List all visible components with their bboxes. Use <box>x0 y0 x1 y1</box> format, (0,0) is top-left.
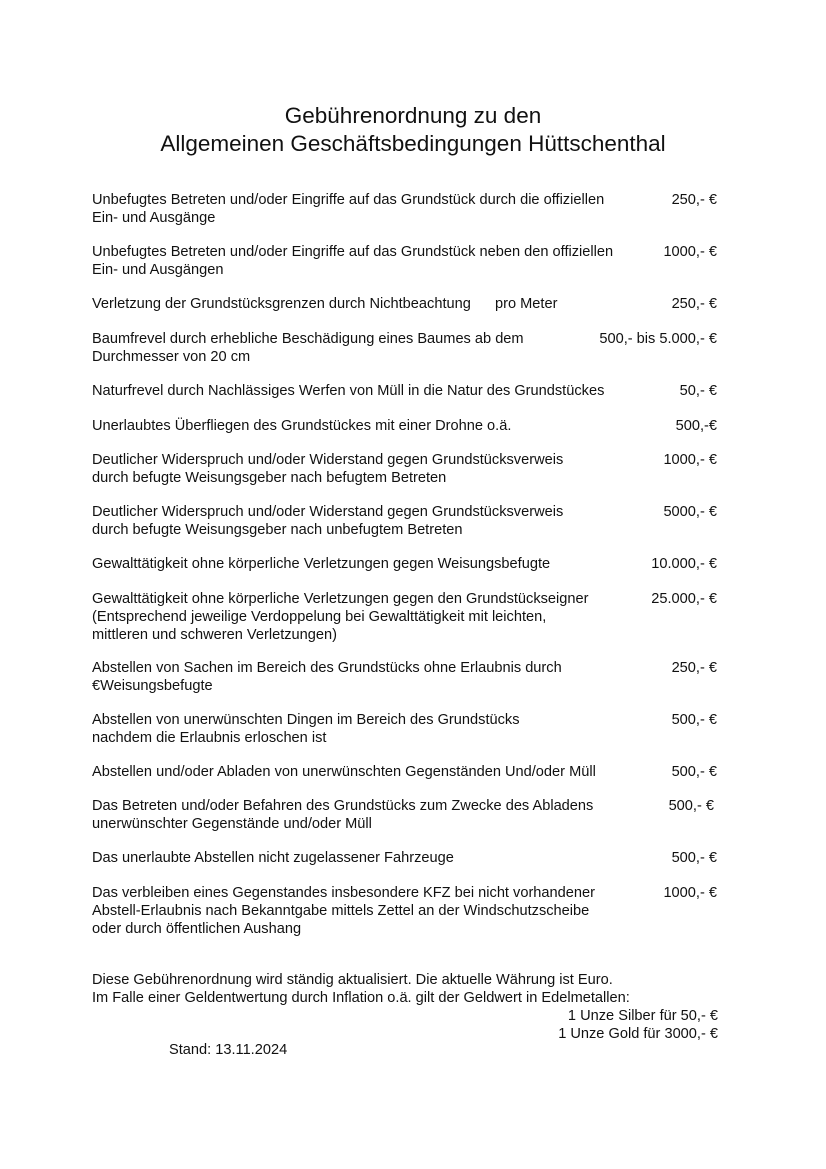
fee-description: Das unerlaubte Abstellen nicht zugelassener Fahrzeuge <box>92 850 454 866</box>
fee-item <box>92 590 720 644</box>
fee-description: Unerlaubtes Überfliegen des Grundstückes mit einer Drohne o.ä. <box>92 418 512 434</box>
fee-amount: 50,- € <box>679 383 717 399</box>
fee-description: Gewalttätigkeit ohne körperliche Verletzungen gegen den Grundstückseigner (Entsprechend jeweilige Verdoppelung bei Gewalttätigkeit mit leichten, mittleren und schweren Verletzungen) <box>92 591 589 643</box>
fee-description: Verletzung der Grundstücksgrenzen durch Nichtbeachtung <box>92 296 471 312</box>
fee-description: Abstellen und/oder Abladen von unerwünschten Gegenständen Und/oder Müll <box>92 764 596 780</box>
fee-item <box>92 555 720 573</box>
fee-item <box>92 417 720 435</box>
fee-amount: 1000,- € <box>663 885 717 901</box>
fee-description: Abstellen von unerwünschten Dingen im Bereich des Grundstücks nachdem die Erlaubnis erloschen ist <box>92 712 520 746</box>
fee-amount: 500,- € <box>671 850 717 866</box>
fee-item <box>92 884 720 938</box>
fee-amount: 500,- bis 5.000,- € <box>599 331 717 347</box>
fee-amount: 10.000,- € <box>651 556 717 572</box>
fee-description: Unbefugtes Betreten und/oder Eingriffe auf das Grundstück neben den offiziellen Ein- und Ausgängen <box>92 244 614 278</box>
fee-description: Naturfrevel durch Nachlässiges Werfen von Müll in die Natur des Grundstückes <box>92 383 605 399</box>
fee-description: Abstellen von Sachen im Bereich des Grundstücks ohne Erlaubnis durch €Weisungsbefugte <box>92 660 562 694</box>
fee-amount: 250,- € <box>671 660 717 676</box>
fee-item <box>92 659 720 695</box>
document-title-line-2: Allgemeinen Geschäftsbedingungen Hüttschenthal <box>160 131 666 156</box>
document-date: Stand: 13.11.2024 <box>169 1042 288 1058</box>
fee-amount: 5000,- € <box>663 504 717 520</box>
fee-amount: 500,-€ <box>675 418 717 434</box>
fee-item <box>92 330 720 366</box>
document-title-line-1: Gebührenordnung zu den <box>284 103 542 128</box>
fee-item <box>92 243 720 279</box>
fee-item <box>92 711 720 747</box>
fee-amount: 250,- € <box>671 192 717 208</box>
fee-item <box>92 797 720 833</box>
fee-amount: 500,- € <box>671 764 717 780</box>
fee-item <box>92 191 720 227</box>
fee-item <box>92 503 720 539</box>
fee-amount: 250,- € <box>671 296 717 312</box>
footer-update-note: Diese Gebührenordnung wird ständig aktualisiert. Die aktuelle Währung ist Euro. <box>92 972 613 988</box>
fee-description: Unbefugtes Betreten und/oder Eingriffe auf das Grundstück durch die offiziellen Ein- und Ausgänge <box>92 192 605 226</box>
fee-unit: pro Meter <box>495 296 558 312</box>
fee-description: Deutlicher Widerspruch und/oder Widerstand gegen Grundstücksverweis durch befugte Weisungsgeber nach unbefugtem Betreten <box>92 504 564 538</box>
fee-description: Baumfrevel durch erhebliche Beschädigung eines Baumes ab dem Durchmesser von 20 cm <box>92 331 524 365</box>
fee-amount: 500,- € <box>668 798 714 814</box>
fee-item <box>92 382 720 400</box>
fee-description: Deutlicher Widerspruch und/oder Widerstand gegen Grundstücksverweis durch befugte Weisungsgeber nach befugtem Betreten <box>92 452 564 486</box>
fee-item <box>92 295 720 313</box>
fee-amount: 1000,- € <box>663 244 717 260</box>
silver-rate: 1 Unze Silber für 50,- € <box>567 1008 718 1024</box>
fee-item <box>92 849 720 867</box>
gold-rate: 1 Unze Gold für 3000,- € <box>558 1026 718 1042</box>
fee-item <box>92 451 720 487</box>
fee-amount: 25.000,- € <box>651 591 717 607</box>
fee-description: Gewalttätigkeit ohne körperliche Verletzungen gegen Weisungsbefugte <box>92 556 551 572</box>
fee-item <box>92 763 720 781</box>
fee-description: Das verbleiben eines Gegenstandes insbesondere KFZ bei nicht vorhandener Abstell-Erlaubnis nach Bekanntgabe mittels Zettel an der Windschutzscheibe oder durch öffentlichen Aushang <box>92 885 595 937</box>
fee-amount: 500,- € <box>671 712 717 728</box>
footer-note <box>92 971 718 1043</box>
footer-inflation-note: Im Falle einer Geldentwertung durch Inflation o.ä. gilt der Geldwert in Edelmetallen: <box>92 990 630 1006</box>
fee-description: Das Betreten und/oder Befahren des Grundstücks zum Zwecke des Abladens unerwünschter Gegenstände und/oder Müll <box>92 798 594 832</box>
fee-amount: 1000,- € <box>663 452 717 468</box>
